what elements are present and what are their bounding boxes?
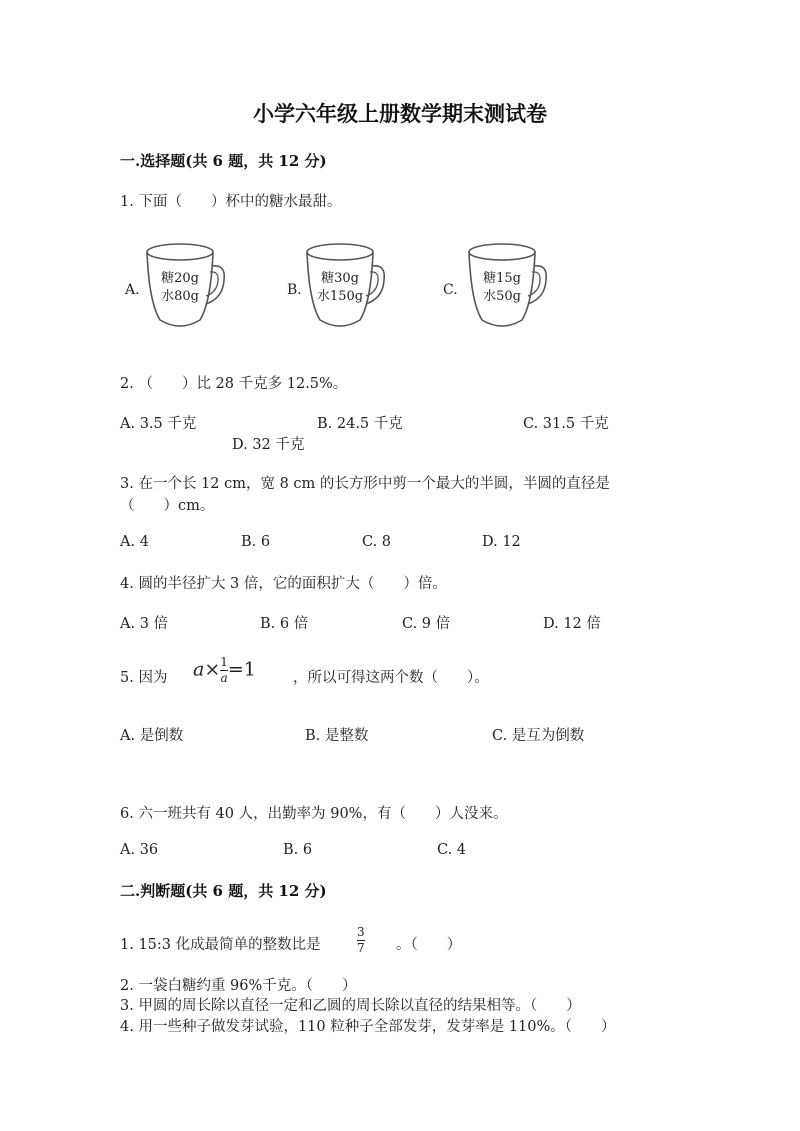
cup-c-water: 水50g: [483, 289, 521, 304]
question-3-line2: （ ）cm。: [120, 498, 215, 514]
cup-b-letter: B.: [287, 282, 302, 298]
cup-c-letter: C.: [443, 282, 458, 298]
q4-option-d: D. 12 倍: [543, 616, 601, 632]
q5-option-c: C. 是互为倒数: [492, 728, 585, 744]
cup-a-water: 水80g: [161, 289, 199, 304]
question-5-suffix: ，所以可得这两个数（ ）。: [293, 670, 489, 686]
math-equals-one: =1: [227, 658, 256, 681]
math-a: a: [193, 658, 205, 681]
fraction-numerator: 1: [220, 655, 228, 669]
cup-b-sugar: 糖30g: [321, 271, 359, 286]
q4-option-a: A. 3 倍: [120, 616, 169, 632]
q5-option-a: A. 是倒数: [120, 728, 184, 744]
math-times: ×: [204, 658, 221, 681]
section-heading-judgment: 二.判断题(共 6 题，共 12 分): [120, 882, 327, 900]
question-6: 6. 六一班共有 40 人，出勤率为 90%，有（ ）人没来。: [120, 806, 508, 822]
question-5-prefix: 5. 因为: [120, 670, 168, 686]
judgment-1-prefix: 1. 15:3 化成最简单的整数比是: [120, 937, 321, 953]
judgment-1-suffix: 。（ ）: [396, 937, 462, 953]
section-heading-choice: 一.选择题(共 6 题，共 12 分): [120, 152, 327, 170]
q5-option-b: B. 是整数: [305, 728, 369, 744]
q3-option-c: C. 8: [362, 534, 392, 550]
page-title: 小学六年级上册数学期末测试卷: [253, 101, 547, 126]
q2-option-d: D. 32 千克: [232, 437, 305, 453]
question-1: 1. 下面（ ）杯中的糖水最甜。: [120, 194, 342, 210]
cup-a-sugar: 糖20g: [161, 271, 199, 286]
q6-option-b: B. 6: [283, 842, 313, 858]
q2-option-c: C. 31.5 千克: [523, 416, 609, 432]
fraction-denominator: 7: [357, 941, 365, 955]
cup-b-image: [300, 240, 400, 336]
judgment-1-fraction: [357, 926, 365, 955]
q4-option-c: C. 9 倍: [402, 616, 451, 632]
cup-b-water: 水150g: [316, 289, 364, 304]
q3-option-a: A. 4: [120, 534, 149, 550]
cup-a-image: [140, 240, 240, 336]
q4-option-b: B. 6 倍: [260, 616, 309, 632]
q2-option-a: A. 3.5 千克: [120, 416, 197, 432]
question-3-line1: 3. 在一个长 12 cm，宽 8 cm 的长方形中剪一个最大的半圆，半圆的直径是: [120, 476, 610, 492]
cup-a-letter: A.: [125, 282, 140, 298]
judgment-3: 3. 甲圆的周长除以直径一定和乙圆的周长除以直径的结果相等。（ ）: [120, 998, 581, 1014]
cup-c-image: [462, 240, 562, 336]
fraction-denominator: a: [220, 671, 228, 685]
judgment-2: 2. 一袋白糖约重 96%千克。（ ）: [120, 978, 357, 994]
q6-option-a: A. 36: [120, 842, 159, 858]
math-fraction: [220, 656, 228, 685]
cup-c-sugar: 糖15g: [483, 271, 521, 286]
q6-option-c: C. 4: [437, 842, 467, 858]
q3-option-d: D. 12: [482, 534, 521, 550]
judgment-4: 4. 用一些种子做发芽试验，110 粒种子全部发芽，发芽率是 110%。（ ）: [120, 1019, 616, 1035]
q5-math-expression: [193, 656, 256, 685]
fraction-numerator: 3: [357, 925, 365, 939]
question-4: 4. 圆的半径扩大 3 倍，它的面积扩大（ ）倍。: [120, 576, 447, 592]
question-2: 2. （ ）比 28 千克多 12.5%。: [120, 376, 348, 392]
q2-option-b: B. 24.5 千克: [317, 416, 403, 432]
q3-option-b: B. 6: [241, 534, 271, 550]
